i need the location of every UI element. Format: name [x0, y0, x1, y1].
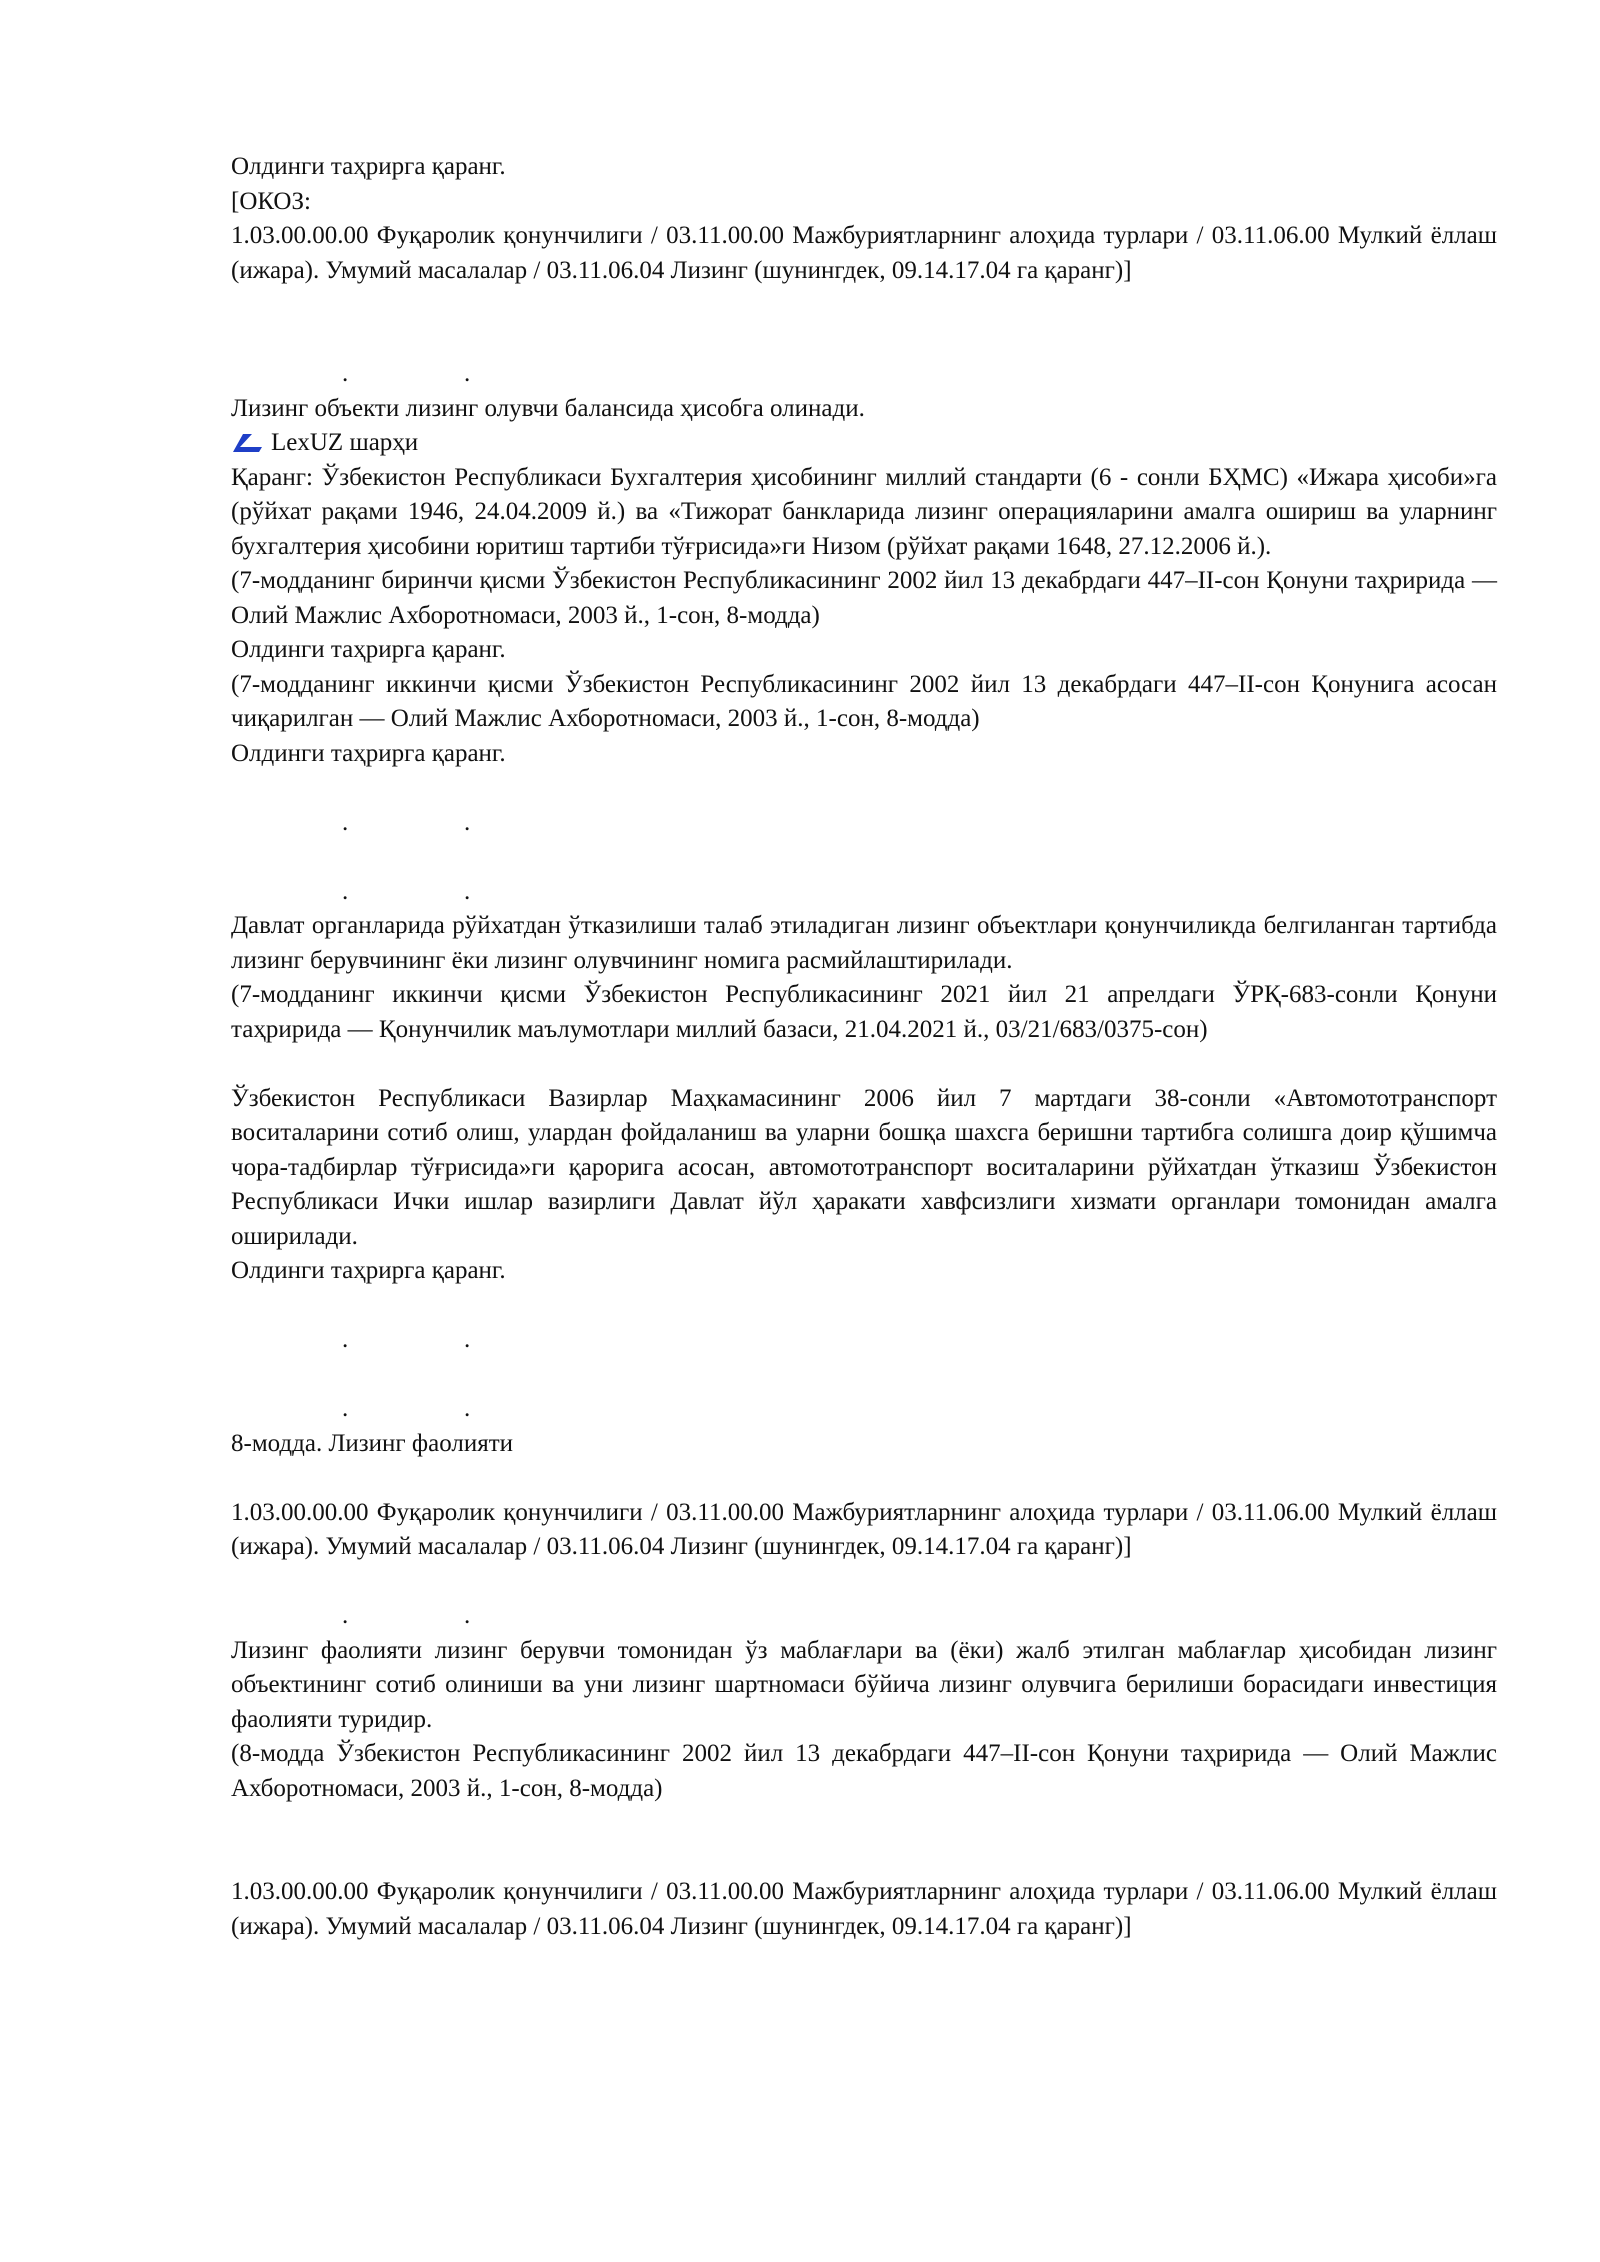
amendment-note: (7-модданинг иккинчи қисми Ўзбекистон Республикасининг 2021 йил 21 апрелдаги ЎРҚ-683-сонли Қонуни таҳририда — Қонунчилик маълумотлари миллий базаси, 21.04.2021 й., 03/21/683/0375-сон)	[231, 981, 1497, 1043]
section-marker	[231, 357, 1497, 392]
previous-edition-link[interactable]: Олдинги таҳрирга қаранг.	[231, 1257, 506, 1284]
article-paragraph: Лизинг объекти лизинг олувчи балансида ҳисобга олинади.	[231, 394, 865, 422]
spacer	[231, 1806, 1497, 1875]
spacer	[231, 840, 1497, 875]
section-marker	[231, 875, 1497, 910]
document-page	[231, 150, 1497, 1944]
article-paragraph: Давлат органларида рўйхатдан ўтказилиши талаб этиладиган лизинг объектлари қонунчиликда белгиланган тартибда лизинг берувчининг ёки лизинг олувчининг номига расмийлаштирилади.	[231, 912, 1497, 974]
classifier-text: 1.03.00.00.00 Фуқаролик қонунчилиги / 03.11.00.00 Мажбуриятларнинг алоҳида турлари / 03.11.06.00 Мулкий ёллаш (ижара). Умумий масалалар / 03.11.06.04 Лизинг (шунингдек, 09.14.17.04 га қаранг)]	[231, 1878, 1497, 1940]
marker-dot: .	[342, 360, 349, 387]
spacer	[231, 1358, 1497, 1393]
lexuz-commentary-link[interactable]: LexUZ шарҳи	[271, 429, 419, 456]
spacer	[231, 1289, 1497, 1324]
marker-dot: .	[342, 1395, 349, 1422]
section-marker	[231, 1392, 1497, 1427]
lexuz-commentary[interactable]	[231, 426, 1497, 461]
marker-dot: .	[342, 1326, 349, 1353]
section-marker	[231, 806, 1497, 841]
marker-dot: .	[464, 1602, 471, 1629]
classifier-text: 1.03.00.00.00 Фуқаролик қонунчилиги / 03.11.00.00 Мажбуриятларнинг алоҳида турлари / 03.11.06.00 Мулкий ёллаш (ижара). Умумий масалалар / 03.11.06.04 Лизинг (шунингдек, 09.14.17.04 га қаранг)]	[231, 1498, 1497, 1560]
section-marker	[231, 1323, 1497, 1358]
previous-edition-link[interactable]: Олдинги таҳрирга қаранг.	[231, 739, 506, 767]
marker-dot: .	[464, 1395, 471, 1422]
amendment-note: (8-модда Ўзбекистон Республикасининг 2002 йил 13 декабрдаги 447–II-сон Қонуни таҳририда — Олий Мажлис Ахборотномаси, 2003 й., 1-сон, 8-модда)	[231, 1740, 1497, 1802]
marker-dot: .	[464, 808, 471, 836]
previous-edition-link[interactable]: Олдинги таҳрирга қаранг.	[231, 153, 506, 180]
amendment-note: (7-модданинг иккинчи қисми Ўзбекистон Республикасининг 2002 йил 13 декабрдаги 447–II-сон Қонунига асосан чиқарилган — Олий Мажлис Ахборотномаси, 2003 й., 1-сон, 8-модда)	[231, 670, 1497, 732]
article-paragraph: Ўзбекистон Республикаси Вазирлар Маҳкамасининг 2006 йил 7 мартдаги 38-сонли «Автомототранспорт воситаларини сотиб олиш, улардан фойдаланиш ва уларни бошқа шахсга беришни тартибга солишга доир қўшимча чора-тадбирлар тўғрисида»ги қарорига асосан, автомототранспорт воситаларини рўйхатдан ўтказиш Ўзбекистон Республикаси Ички ишлар вазирлиги Давлат йўл ҳаракати хавфсизлиги хизмати органлари томонидан амалга оширилади.	[231, 1084, 1497, 1250]
marker-dot: .	[464, 360, 471, 387]
previous-edition-link[interactable]: Олдинги таҳрирга қаранг.	[231, 636, 506, 663]
article-title: 8-модда. Лизинг фаолияти	[231, 1429, 514, 1457]
amendment-note: (7-модданинг биринчи қисми Ўзбекистон Республикасининг 2002 йил 13 декабрдаги 447–II-сон Қонуни таҳририда — Олий Мажлис Ахборотномаси, 2003 й., 1-сон, 8-модда)	[231, 567, 1497, 629]
marker-dot: .	[342, 808, 349, 836]
spacer	[231, 288, 1497, 357]
classifier-text: 1.03.00.00.00 Фуқаролик қонунчилиги / 03.11.00.00 Мажбуриятларнинг алоҳида турлари / 03.11.06.00 Мулкий ёллаш (ижара). Умумий масалалар / 03.11.06.04 Лизинг (шунингдек, 09.14.17.04 га қаранг)]	[231, 222, 1497, 284]
article-paragraph: Лизинг фаолияти лизинг берувчи томонидан ўз маблағлари ва (ёки) жалб этилган маблағлар ҳисобидан лизинг объектининг сотиб олиниши ва уни лизинг шартномаси бўйича лизинг олувчига берилиши борасидаги инвестиция фаолияти туридир.	[231, 1636, 1497, 1733]
lexuz-logo-icon	[231, 432, 265, 454]
spacer	[231, 771, 1497, 806]
spacer	[231, 1461, 1497, 1496]
section-marker	[231, 1599, 1497, 1634]
marker-dot: .	[342, 877, 349, 905]
see-also-paragraph: Қаранг: Ўзбекистон Республикаси Бухгалтерия ҳисобининг миллий стандарти (6 - сонли БҲМС) «Ижара ҳисоби»га (рўйхат рақами 1946, 24.04.2009 й.) ва «Тижорат банкларида лизинг операцияларини амалга ошириш ва уларнинг бухгалтерия ҳисобини юритиш тартиби тўғрисида»ги Низом (рўйхат рақами 1648, 27.12.2006 й.).	[231, 463, 1497, 560]
marker-dot: .	[464, 877, 471, 905]
spacer	[231, 1565, 1497, 1600]
spacer	[231, 1047, 1497, 1082]
okoz-header: [ОКОЗ:	[231, 187, 311, 215]
marker-dot: .	[464, 1326, 471, 1353]
marker-dot: .	[342, 1602, 349, 1629]
